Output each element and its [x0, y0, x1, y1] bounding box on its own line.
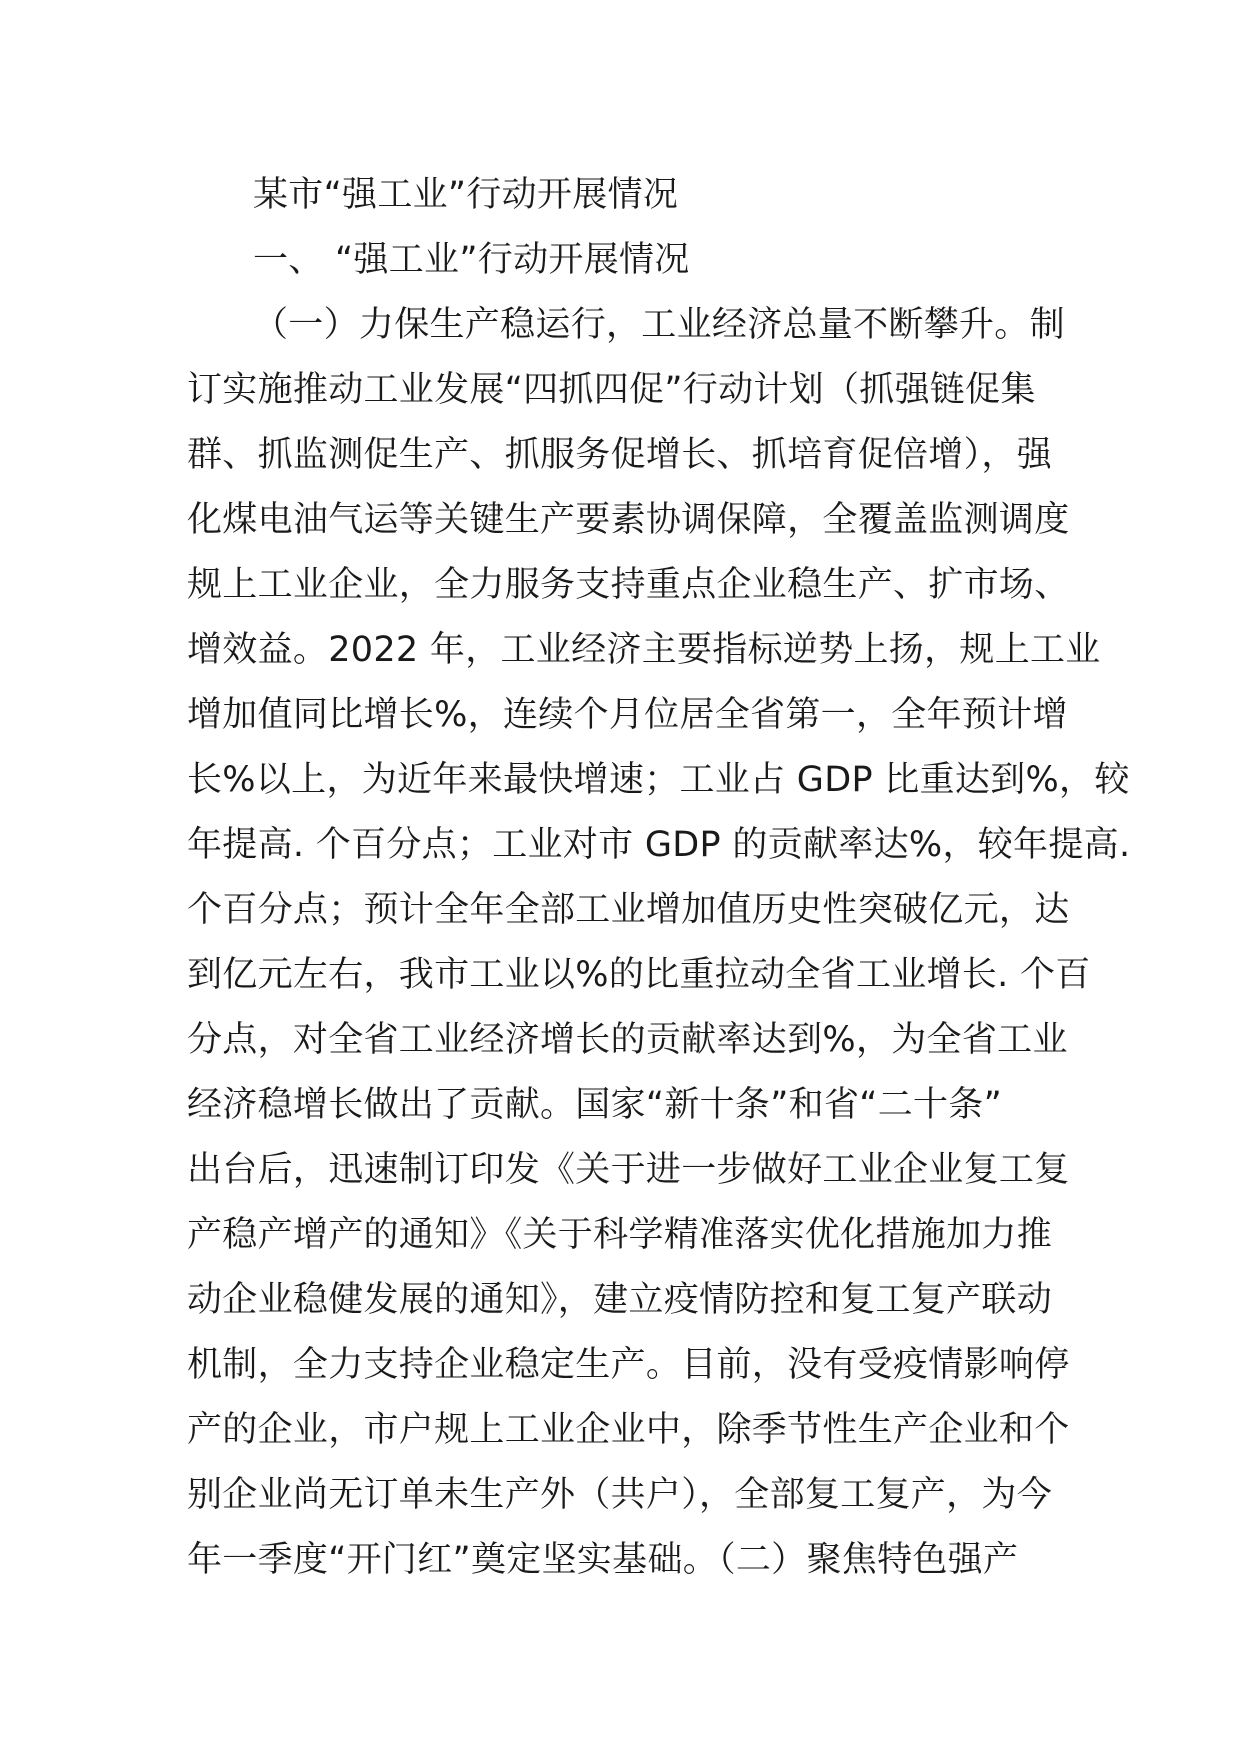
paragraph-line: 产稳产增产的通知》《关于科学精准落实优化措施加力推: [187, 1215, 1053, 1255]
section-heading: 一、 “强工业”行动开展情况: [253, 240, 690, 280]
paragraph-line: 化煤电油气运等关键生产要素协调保障，全覆盖监测调度: [187, 500, 1070, 540]
paragraph-line: 动企业稳健发展的通知》，建立疫情防控和复工复产联动: [187, 1280, 1053, 1320]
paragraph-line: 到亿元左右，我市工业以%的比重拉动全省工业增长. 个百: [187, 955, 1091, 995]
paragraph-line: （一）力保生产稳运行，工业经济总量不断攀升。制: [253, 305, 1065, 345]
document-body: [187, 163, 1131, 1593]
paragraph-line: 规上工业企业，全力服务支持重点企业稳生产、扩市场、: [187, 565, 1070, 605]
paragraph-line: 年一季度“开门红”奠定坚实基础。（二）聚焦特色强产: [187, 1540, 1019, 1580]
paragraph-line: 年提高. 个百分点；工业对市 GDP 的贡献率达%，较年提高.: [187, 825, 1131, 865]
paragraph-line: 分点，对全省工业经济增长的贡献率达到%，为全省工业: [187, 1020, 1068, 1060]
paragraph-line: 产的企业，市户规上工业企业中，除季节性生产企业和个: [187, 1410, 1070, 1450]
paragraph-line: 经济稳增长做出了贡献。国家“新十条”和省“二十条”: [187, 1085, 1003, 1125]
paragraph-line: 个百分点；预计全年全部工业增加值历史性突破亿元，达: [187, 890, 1070, 930]
paragraph-line: 订实施推动工业发展“四抓四促”行动计划（抓强链促集: [187, 370, 1036, 410]
paragraph-line: 机制，全力支持企业稳定生产。目前，没有受疫情影响停: [187, 1345, 1070, 1385]
paragraph-line: 别企业尚无订单未生产外（共户），全部复工复产，为今: [187, 1475, 1053, 1515]
paragraph-line: 增加值同比增长%，连续个月位居全省第一，全年预计增: [187, 695, 1068, 735]
paragraph-line: 出台后，迅速制订印发《关于进一步做好工业企业复工复: [187, 1150, 1070, 1190]
paragraph-line: 增效益。2022 年，工业经济主要指标逆势上扬，规上工业: [187, 630, 1101, 670]
document-title: 某市“强工业”行动开展情况: [253, 175, 679, 215]
paragraph-line: 群、抓监测促生产、抓服务促增长、抓培育促倍增），强: [187, 435, 1053, 475]
paragraph-line: 长%以上，为近年来最快增速；工业占 GDP 比重达到%，较: [187, 760, 1130, 800]
